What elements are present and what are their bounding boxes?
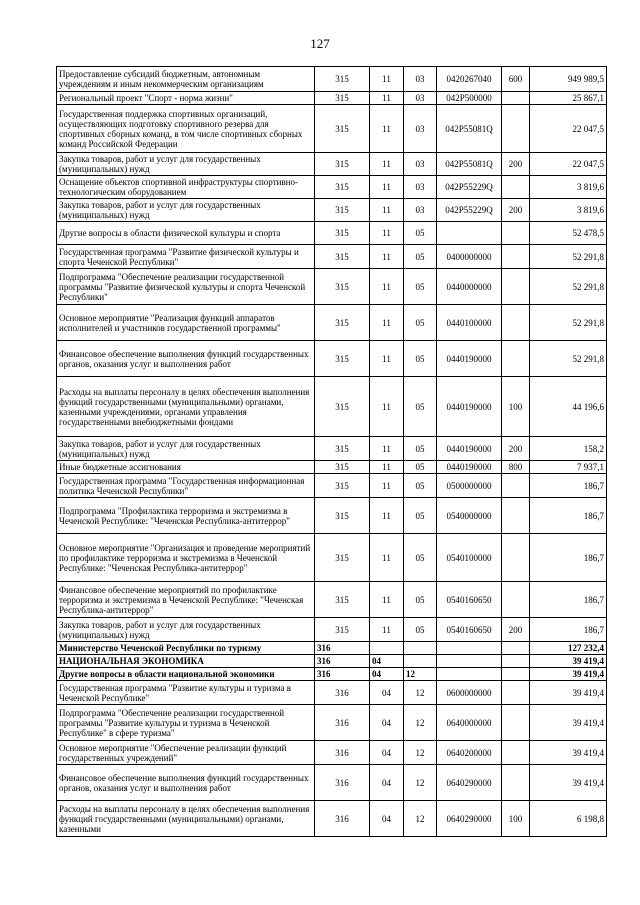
cell-rz: 11 <box>370 461 404 474</box>
cell-rz: 11 <box>370 67 404 92</box>
cell-sum: 39 419,4 <box>530 765 607 801</box>
cell-rz: 11 <box>370 305 404 341</box>
cell-name: Закупка товаров, работ и услуг для государственных (муниципальных) нужд <box>57 199 315 222</box>
cell-rz: 11 <box>370 377 404 437</box>
cell-pr: 03 <box>404 92 437 105</box>
cell-gr: 315 <box>315 269 370 305</box>
budget-table <box>56 66 607 837</box>
table-row <box>57 642 607 655</box>
cell-name: Финансовое обеспечение мероприятий по профилактике терроризма и экстремизма в Чеченской Республике: "Чеченская Республика-антитеррор" <box>57 582 315 618</box>
cell-gr: 315 <box>315 222 370 245</box>
cell-pr: 03 <box>404 105 437 153</box>
cell-gr: 315 <box>315 618 370 642</box>
cell-gr: 316 <box>315 681 370 705</box>
cell-csr: 0640000000 <box>437 705 502 741</box>
cell-name: Подпрограмма "Профилактика терроризма и экстремизма в Чеченской Республике: "Чеченская Республика-антитеррор" <box>57 498 315 534</box>
table-row <box>57 341 607 377</box>
cell-rz: 11 <box>370 92 404 105</box>
table-row <box>57 668 607 681</box>
cell-name: Государственная программа "Развитие культуры и туризма в Чеченской Республике" <box>57 681 315 705</box>
cell-pr: 05 <box>404 341 437 377</box>
cell-rz: 11 <box>370 105 404 153</box>
cell-pr: 05 <box>404 222 437 245</box>
cell-sum: 186,7 <box>530 582 607 618</box>
table-row <box>57 765 607 801</box>
cell-rz: 11 <box>370 498 404 534</box>
cell-gr: 316 <box>315 668 370 681</box>
table-row <box>57 801 607 837</box>
cell-name: Иные бюджетные ассигнования <box>57 461 315 474</box>
cell-sum: 158,2 <box>530 437 607 461</box>
cell-gr: 315 <box>315 377 370 437</box>
cell-name: Закупка товаров, работ и услуг для государственных (муниципальных) нужд <box>57 618 315 642</box>
table-row <box>57 176 607 199</box>
cell-sum: 52 291,8 <box>530 341 607 377</box>
cell-csr: 0440190000 <box>437 461 502 474</box>
cell-sum: 186,7 <box>530 498 607 534</box>
cell-rz: 04 <box>370 741 404 765</box>
cell-pr: 05 <box>404 437 437 461</box>
table-row <box>57 67 607 92</box>
cell-gr: 315 <box>315 341 370 377</box>
cell-pr <box>404 642 437 655</box>
cell-vr <box>502 222 530 245</box>
cell-pr: 12 <box>404 705 437 741</box>
cell-csr: 0420267040 <box>437 67 502 92</box>
cell-vr <box>502 668 530 681</box>
cell-vr <box>502 474 530 498</box>
cell-name: Государственная программа "Государственная информационная политика Чеченской Республики" <box>57 474 315 498</box>
cell-gr: 315 <box>315 437 370 461</box>
page-number: 127 <box>310 36 330 51</box>
cell-rz: 11 <box>370 199 404 222</box>
cell-rz: 04 <box>370 705 404 741</box>
cell-name: Предоставление субсидий бюджетным, автономным учреждениям и иным некоммерческим организациям <box>57 67 315 92</box>
cell-pr: 05 <box>404 305 437 341</box>
cell-csr: 0640200000 <box>437 741 502 765</box>
cell-sum: 22 047,5 <box>530 153 607 176</box>
cell-csr: 0640290000 <box>437 801 502 837</box>
cell-vr <box>502 655 530 668</box>
cell-csr <box>437 655 502 668</box>
cell-csr: 0600000000 <box>437 681 502 705</box>
cell-sum: 52 291,8 <box>530 245 607 269</box>
cell-sum: 25 867,1 <box>530 92 607 105</box>
cell-pr: 05 <box>404 618 437 642</box>
cell-rz: 04 <box>370 655 404 668</box>
cell-gr: 315 <box>315 67 370 92</box>
cell-gr: 315 <box>315 105 370 153</box>
cell-csr: 0440100000 <box>437 305 502 341</box>
cell-pr <box>404 655 437 668</box>
cell-sum: 52 478,5 <box>530 222 607 245</box>
cell-csr: 0540160650 <box>437 618 502 642</box>
table-row <box>57 245 607 269</box>
cell-pr: 12 <box>404 668 437 681</box>
cell-gr: 315 <box>315 245 370 269</box>
cell-pr: 12 <box>404 765 437 801</box>
cell-csr: 0440000000 <box>437 269 502 305</box>
cell-gr: 315 <box>315 582 370 618</box>
cell-csr: 042P55229Q <box>437 176 502 199</box>
cell-rz: 11 <box>370 437 404 461</box>
cell-vr <box>502 245 530 269</box>
cell-pr: 12 <box>404 741 437 765</box>
cell-csr <box>437 642 502 655</box>
cell-pr: 03 <box>404 176 437 199</box>
cell-vr: 200 <box>502 199 530 222</box>
cell-pr: 05 <box>404 474 437 498</box>
cell-csr: 042P55229Q <box>437 199 502 222</box>
cell-vr: 100 <box>502 377 530 437</box>
cell-pr: 05 <box>404 245 437 269</box>
cell-sum: 949 989,5 <box>530 67 607 92</box>
table-row <box>57 461 607 474</box>
cell-vr <box>502 741 530 765</box>
table-row <box>57 534 607 582</box>
cell-csr: 0440190000 <box>437 377 502 437</box>
cell-sum: 3 819,6 <box>530 176 607 199</box>
cell-gr: 315 <box>315 461 370 474</box>
cell-rz: 11 <box>370 474 404 498</box>
cell-pr: 05 <box>404 269 437 305</box>
cell-sum: 22 047,5 <box>530 105 607 153</box>
cell-pr: 05 <box>404 582 437 618</box>
cell-vr: 200 <box>502 437 530 461</box>
cell-csr: 042P55081Q <box>437 105 502 153</box>
cell-name: Закупка товаров, работ и услуг для государственных (муниципальных) нужд <box>57 437 315 461</box>
cell-gr: 316 <box>315 642 370 655</box>
cell-sum: 39 419,4 <box>530 741 607 765</box>
cell-vr <box>502 305 530 341</box>
cell-name: Государственная программа "Развитие физической культуры и спорта Чеченской Республики" <box>57 245 315 269</box>
cell-sum: 186,7 <box>530 618 607 642</box>
cell-gr: 316 <box>315 655 370 668</box>
cell-name: Министерство Чеченской Республики по туризму <box>57 642 315 655</box>
cell-name: Основное мероприятие "Обеспечение реализации функций государственных учреждений" <box>57 741 315 765</box>
cell-rz <box>370 642 404 655</box>
cell-rz: 11 <box>370 618 404 642</box>
cell-gr: 316 <box>315 705 370 741</box>
cell-sum: 52 291,8 <box>530 305 607 341</box>
cell-rz: 04 <box>370 668 404 681</box>
cell-rz: 11 <box>370 176 404 199</box>
table-row <box>57 305 607 341</box>
cell-rz: 04 <box>370 681 404 705</box>
cell-sum: 127 232,4 <box>530 642 607 655</box>
cell-pr: 05 <box>404 534 437 582</box>
cell-vr: 600 <box>502 67 530 92</box>
cell-vr: 100 <box>502 801 530 837</box>
cell-sum: 186,7 <box>530 474 607 498</box>
cell-vr: 200 <box>502 153 530 176</box>
cell-gr: 315 <box>315 153 370 176</box>
cell-sum: 39 419,4 <box>530 655 607 668</box>
cell-sum: 3 819,6 <box>530 199 607 222</box>
cell-sum: 39 419,4 <box>530 668 607 681</box>
cell-rz: 11 <box>370 341 404 377</box>
cell-rz: 11 <box>370 153 404 176</box>
table-row <box>57 437 607 461</box>
cell-name: Расходы на выплаты персоналу в целях обеспечения выполнения функций государственными (муниципальными) органами, казенными учреждениями, органами управления государственными внебюджетными фондами <box>57 377 315 437</box>
cell-rz: 04 <box>370 765 404 801</box>
cell-vr <box>502 534 530 582</box>
table-row <box>57 222 607 245</box>
cell-csr <box>437 222 502 245</box>
cell-vr <box>502 705 530 741</box>
cell-name: Финансовое обеспечение выполнения функций государственных органов, оказания услуг и выполнения работ <box>57 765 315 801</box>
table-row <box>57 498 607 534</box>
cell-name: НАЦИОНАЛЬНАЯ ЭКОНОМИКА <box>57 655 315 668</box>
cell-csr: 0440190000 <box>437 437 502 461</box>
table-row <box>57 741 607 765</box>
cell-csr: 042P500000 <box>437 92 502 105</box>
table-body <box>57 67 607 837</box>
cell-vr <box>502 105 530 153</box>
cell-csr: 0640290000 <box>437 765 502 801</box>
cell-name: Государственная поддержка спортивных организаций, осуществляющих подготовку спортивного резерва для спортивных сборных команд, в том числе спортивных сборных команд Российской Федерации <box>57 105 315 153</box>
table-row <box>57 681 607 705</box>
cell-pr: 12 <box>404 801 437 837</box>
cell-gr: 315 <box>315 474 370 498</box>
cell-rz: 11 <box>370 222 404 245</box>
cell-csr: 0440190000 <box>437 341 502 377</box>
cell-pr: 05 <box>404 498 437 534</box>
cell-name: Основное мероприятие "Организация и проведение мероприятий по профилактике терроризма и экстремизма в Чеченской Республике: "Чеченская Республика-антитеррор" <box>57 534 315 582</box>
cell-sum: 52 291,8 <box>530 269 607 305</box>
cell-rz: 11 <box>370 534 404 582</box>
table-row <box>57 582 607 618</box>
cell-csr: 0500000000 <box>437 474 502 498</box>
cell-csr: 042P55081Q <box>437 153 502 176</box>
cell-csr <box>437 668 502 681</box>
table-row <box>57 199 607 222</box>
table-row <box>57 655 607 668</box>
cell-vr <box>502 765 530 801</box>
table-row <box>57 92 607 105</box>
cell-gr: 316 <box>315 765 370 801</box>
cell-gr: 315 <box>315 199 370 222</box>
cell-pr: 12 <box>404 681 437 705</box>
cell-name: Основное мероприятие "Реализация функций аппаратов исполнителей и участников государственной программы" <box>57 305 315 341</box>
cell-vr <box>502 92 530 105</box>
cell-sum: 7 937,1 <box>530 461 607 474</box>
cell-vr: 200 <box>502 618 530 642</box>
cell-sum: 39 419,4 <box>530 681 607 705</box>
table-row <box>57 474 607 498</box>
cell-name: Закупка товаров, работ и услуг для государственных (муниципальных) нужд <box>57 153 315 176</box>
cell-rz: 04 <box>370 801 404 837</box>
cell-sum: 44 196,6 <box>530 377 607 437</box>
cell-name: Финансовое обеспечение выполнения функций государственных органов, оказания услуг и выполнения работ <box>57 341 315 377</box>
table-row <box>57 105 607 153</box>
table-row <box>57 153 607 176</box>
cell-pr: 03 <box>404 153 437 176</box>
cell-csr: 0540000000 <box>437 498 502 534</box>
cell-name: Подпрограмма "Обеспечение реализации государственной программы "Развитие физической культуры и спорта Чеченской Республики" <box>57 269 315 305</box>
cell-pr: 03 <box>404 67 437 92</box>
cell-vr <box>502 582 530 618</box>
cell-gr: 316 <box>315 741 370 765</box>
cell-vr <box>502 498 530 534</box>
table-row <box>57 269 607 305</box>
cell-pr: 05 <box>404 377 437 437</box>
table-row <box>57 705 607 741</box>
cell-name: Расходы на выплаты персоналу в целях обеспечения выполнения функций государственными (муниципальными) органами, казенными <box>57 801 315 837</box>
cell-gr: 315 <box>315 176 370 199</box>
cell-vr <box>502 642 530 655</box>
cell-csr: 0540160650 <box>437 582 502 618</box>
cell-name: Оснащение объектов спортивной инфраструктуры спортивно-технологическим оборудованием <box>57 176 315 199</box>
cell-gr: 315 <box>315 92 370 105</box>
cell-pr: 03 <box>404 199 437 222</box>
cell-name: Подпрограмма "Обеспечение реализации государственной программы "Развитие культуры и туризма в Чеченской Республике" в сфере туризма" <box>57 705 315 741</box>
cell-rz: 11 <box>370 582 404 618</box>
cell-vr <box>502 681 530 705</box>
cell-rz: 11 <box>370 269 404 305</box>
table-row <box>57 377 607 437</box>
cell-gr: 315 <box>315 498 370 534</box>
cell-name: Региональный проект "Спорт - норма жизни" <box>57 92 315 105</box>
table-row <box>57 618 607 642</box>
cell-name: Другие вопросы в области физической культуры и спорта <box>57 222 315 245</box>
cell-vr <box>502 176 530 199</box>
cell-sum: 186,7 <box>530 534 607 582</box>
cell-csr: 0400000000 <box>437 245 502 269</box>
cell-vr <box>502 341 530 377</box>
cell-rz: 11 <box>370 245 404 269</box>
cell-gr: 315 <box>315 534 370 582</box>
cell-name: Другие вопросы в области национальной экономики <box>57 668 315 681</box>
cell-vr <box>502 269 530 305</box>
cell-sum: 39 419,4 <box>530 705 607 741</box>
cell-csr: 0540100000 <box>437 534 502 582</box>
cell-vr: 800 <box>502 461 530 474</box>
cell-sum: 6 198,8 <box>530 801 607 837</box>
cell-gr: 315 <box>315 305 370 341</box>
cell-gr: 316 <box>315 801 370 837</box>
cell-pr: 05 <box>404 461 437 474</box>
